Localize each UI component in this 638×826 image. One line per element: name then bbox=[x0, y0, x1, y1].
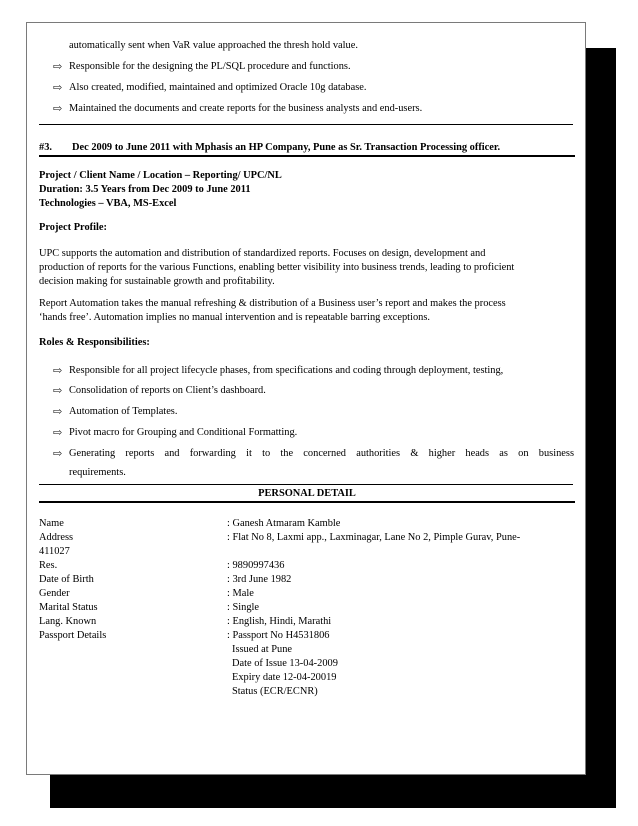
profile-heading: Project Profile: bbox=[39, 222, 107, 233]
role-item-1: Responsible for all project lifecycle phases, from specifications and coding through deployment, testing, bbox=[69, 365, 504, 376]
field-label-dob: Date of Birth bbox=[39, 574, 94, 585]
passport-status: Status (ECR/ECNR) bbox=[232, 686, 318, 697]
field-label-marital: Marital Status bbox=[39, 602, 98, 613]
passport-expiry-date: Expiry date 12-04-20019 bbox=[232, 672, 337, 683]
client-line: Project / Client Name / Location – Reporting/ UPC/NL bbox=[39, 170, 282, 181]
continued-line: automatically sent when VaR value approached the thresh hold value. bbox=[69, 40, 358, 51]
field-value-name: : Ganesh Atmaram Kamble bbox=[227, 518, 341, 529]
role-item-5-continued: requirements. bbox=[69, 467, 126, 478]
role-item-4: Pivot macro for Grouping and Conditional Formatting. bbox=[69, 427, 298, 438]
role-item-2: Consolidation of reports on Client’s dashboard. bbox=[69, 385, 266, 396]
resume-page bbox=[26, 22, 586, 775]
project-heading: Dec 2009 to June 2011 with Mphasis an HP Company, Pune as Sr. Transaction Processing officer. bbox=[72, 142, 501, 153]
passport-issued-at: Issued at Pune bbox=[232, 644, 293, 655]
field-value-res: : 9890997436 bbox=[227, 560, 285, 571]
personal-heading: PERSONAL DETAIL bbox=[258, 488, 356, 499]
arrow-bullet-icon: ⇨ bbox=[53, 365, 63, 377]
arrow-bullet-icon: ⇨ bbox=[53, 448, 63, 460]
arrow-bullet-icon: ⇨ bbox=[53, 427, 63, 439]
section-divider bbox=[39, 484, 573, 485]
field-value-passport: : Passport No H4531806 bbox=[227, 630, 330, 641]
project-heading-rule bbox=[39, 155, 575, 157]
profile-para1-line3: decision making for sustainable growth and profitability. bbox=[39, 276, 275, 287]
personal-heading-rule bbox=[39, 501, 575, 503]
section-divider bbox=[39, 124, 573, 125]
role-item-3: Automation of Templates. bbox=[69, 406, 178, 417]
page-shadow-bottom bbox=[50, 775, 616, 808]
field-value-address: : Flat No 8, Laxmi app., Laxminagar, Lane No 2, Pimple Gurav, Pune- bbox=[227, 532, 521, 543]
field-label-passport: Passport Details bbox=[39, 630, 107, 641]
field-label-res: Res. bbox=[39, 560, 58, 571]
project-number: #3. bbox=[39, 142, 52, 153]
arrow-bullet-icon: ⇨ bbox=[53, 406, 63, 418]
prev-bullet-3: Maintained the documents and create reports for the business analysts and end-users. bbox=[69, 103, 423, 114]
arrow-bullet-icon: ⇨ bbox=[53, 82, 63, 94]
field-value-gender: : Male bbox=[227, 588, 254, 599]
arrow-bullet-icon: ⇨ bbox=[53, 61, 63, 73]
roles-heading: Roles & Responsibilities: bbox=[39, 337, 150, 348]
profile-para1-line1: UPC supports the automation and distribution of standardized reports. Focuses on design, development and bbox=[39, 248, 486, 259]
arrow-bullet-icon: ⇨ bbox=[53, 103, 63, 115]
role-item-5: Generating reports and forwarding it to the concerned authorities & higher heads as on business bbox=[69, 448, 574, 459]
field-value-dob: : 3rd June 1982 bbox=[227, 574, 292, 585]
field-label-lang: Lang. Known bbox=[39, 616, 97, 627]
field-label-name: Name bbox=[39, 518, 64, 529]
arrow-bullet-icon: ⇨ bbox=[53, 385, 63, 397]
page-shadow-right bbox=[586, 48, 616, 808]
prev-bullet-1: Responsible for the designing the PL/SQL procedure and functions. bbox=[69, 61, 351, 72]
profile-para1-line2: production of reports for the various Functions, enabling better visibility into business trends, leading to proficient bbox=[39, 262, 515, 273]
profile-para2-line1: Report Automation takes the manual refreshing & distribution of a Business user’s report and makes the process bbox=[39, 298, 506, 309]
field-label-gender: Gender bbox=[39, 588, 70, 599]
field-value-address-pin: 411027 bbox=[39, 546, 70, 557]
profile-para2-line2: ‘hands free’. Automation implies no manual intervention and is repeatable barring exceptions. bbox=[39, 312, 430, 323]
technologies-line: Technologies – VBA, MS-Excel bbox=[39, 198, 177, 209]
divider-tick bbox=[586, 123, 604, 124]
field-value-lang: : English, Hindi, Marathi bbox=[227, 616, 332, 627]
duration-line: Duration: 3.5 Years from Dec 2009 to June 2011 bbox=[39, 184, 251, 195]
prev-bullet-2: Also created, modified, maintained and optimized Oracle 10g database. bbox=[69, 82, 367, 93]
field-value-marital: : Single bbox=[227, 602, 260, 613]
field-label-address: Address bbox=[39, 532, 74, 543]
passport-issue-date: Date of Issue 13-04-2009 bbox=[232, 658, 338, 669]
divider-tick bbox=[586, 483, 604, 484]
